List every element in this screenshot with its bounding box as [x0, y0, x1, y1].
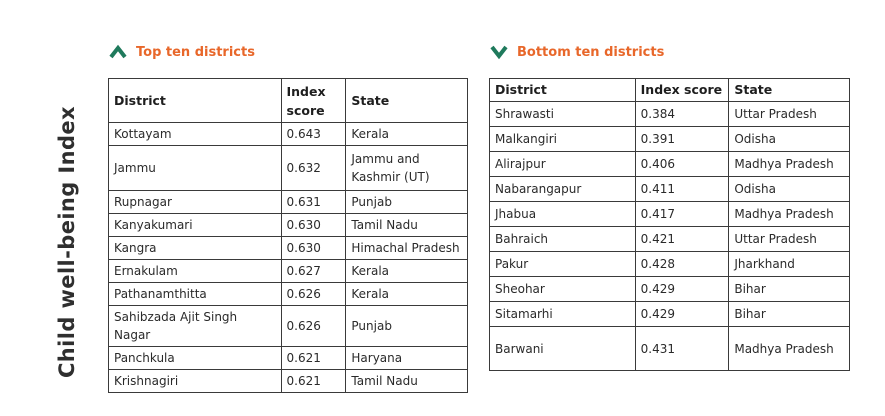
header-district: District	[109, 79, 282, 123]
cell-state: Odisha	[729, 177, 850, 202]
cell-district: Sahibzada Ajit Singh Nagar	[109, 306, 282, 347]
table-row	[490, 127, 850, 152]
table-row	[109, 146, 468, 191]
top-heading	[108, 44, 255, 60]
table-row	[490, 227, 850, 252]
cell-district: Malkangiri	[490, 127, 636, 152]
table-row	[490, 327, 850, 371]
bottom-heading-label: Bottom ten districts	[517, 44, 665, 60]
cell-state: Kerala	[346, 283, 468, 306]
cell-state: Tamil Nadu	[346, 214, 468, 237]
cell-district: Alirajpur	[490, 152, 636, 177]
table-row	[490, 152, 850, 177]
table-header-row	[490, 79, 850, 102]
table-row	[490, 177, 850, 202]
table-row	[109, 306, 468, 347]
cell-district: Jhabua	[490, 202, 636, 227]
table-row	[109, 370, 468, 393]
cell-district: Sitamarhi	[490, 302, 636, 327]
cell-district: Nabarangapur	[490, 177, 636, 202]
chevron-down-icon	[489, 44, 509, 60]
header-district: District	[490, 79, 636, 102]
cell-state: Uttar Pradesh	[729, 102, 850, 127]
cell-district: Jammu	[109, 146, 282, 191]
cell-index-score: 0.411	[635, 177, 729, 202]
header-index-score: Index score	[281, 79, 346, 123]
cell-district: Ernakulam	[109, 260, 282, 283]
cell-state: Madhya Pradesh	[729, 152, 850, 177]
table-row	[109, 237, 468, 260]
cell-index-score: 0.621	[281, 347, 346, 370]
cell-district: Krishnagiri	[109, 370, 282, 393]
cell-district: Sheohar	[490, 277, 636, 302]
cell-state: Tamil Nadu	[346, 370, 468, 393]
table-row	[490, 102, 850, 127]
cell-district: Rupnagar	[109, 191, 282, 214]
cell-index-score: 0.391	[635, 127, 729, 152]
header-index-score: Index score	[635, 79, 729, 102]
cell-index-score: 0.384	[635, 102, 729, 127]
table-row	[490, 302, 850, 327]
cell-district: Kanyakumari	[109, 214, 282, 237]
cell-state: Haryana	[346, 347, 468, 370]
cell-index-score: 0.428	[635, 252, 729, 277]
cell-district: Kottayam	[109, 123, 282, 146]
cell-index-score: 0.621	[281, 370, 346, 393]
cell-district: Kangra	[109, 237, 282, 260]
table-header-row	[109, 79, 468, 123]
cell-state: Punjab	[346, 306, 468, 347]
table-row	[109, 214, 468, 237]
chevron-up-icon	[108, 44, 128, 60]
table-row	[109, 347, 468, 370]
cell-state: Jammu and Kashmir (UT)	[346, 146, 468, 191]
cell-index-score: 0.429	[635, 277, 729, 302]
cell-index-score: 0.631	[281, 191, 346, 214]
cell-index-score: 0.643	[281, 123, 346, 146]
cell-state: Himachal Pradesh	[346, 237, 468, 260]
cell-index-score: 0.406	[635, 152, 729, 177]
cell-index-score: 0.630	[281, 214, 346, 237]
cell-index-score: 0.627	[281, 260, 346, 283]
cell-district: Pathanamthitta	[109, 283, 282, 306]
table-row	[490, 202, 850, 227]
cell-state: Bihar	[729, 277, 850, 302]
cell-state: Punjab	[346, 191, 468, 214]
cell-state: Madhya Pradesh	[729, 202, 850, 227]
cell-index-score: 0.429	[635, 302, 729, 327]
table-row	[109, 260, 468, 283]
header-state: State	[346, 79, 468, 123]
cell-state: Bihar	[729, 302, 850, 327]
cell-state: Jharkhand	[729, 252, 850, 277]
bottom-districts-table	[489, 78, 850, 371]
table-row	[490, 277, 850, 302]
cell-state: Uttar Pradesh	[729, 227, 850, 252]
cell-district: Barwani	[490, 327, 636, 371]
table-row	[109, 191, 468, 214]
table-row	[109, 283, 468, 306]
cell-index-score: 0.417	[635, 202, 729, 227]
table-row	[109, 123, 468, 146]
header-state: State	[729, 79, 850, 102]
cell-index-score: 0.630	[281, 237, 346, 260]
table-row	[490, 252, 850, 277]
bottom-heading	[489, 44, 664, 60]
cell-district: Panchkula	[109, 347, 282, 370]
cell-index-score: 0.431	[635, 327, 729, 371]
cell-state: Odisha	[729, 127, 850, 152]
cell-index-score: 0.632	[281, 146, 346, 191]
cell-index-score: 0.626	[281, 283, 346, 306]
cell-district: Pakur	[490, 252, 636, 277]
top-districts-table	[108, 78, 468, 393]
cell-index-score: 0.421	[635, 227, 729, 252]
cell-district: Shrawasti	[490, 102, 636, 127]
cell-district: Bahraich	[490, 227, 636, 252]
cell-state: Madhya Pradesh	[729, 327, 850, 371]
cell-state: Kerala	[346, 123, 468, 146]
cell-state: Kerala	[346, 260, 468, 283]
index-title: Child well-being Index	[55, 105, 79, 378]
cell-index-score: 0.626	[281, 306, 346, 347]
top-heading-label: Top ten districts	[136, 44, 255, 60]
